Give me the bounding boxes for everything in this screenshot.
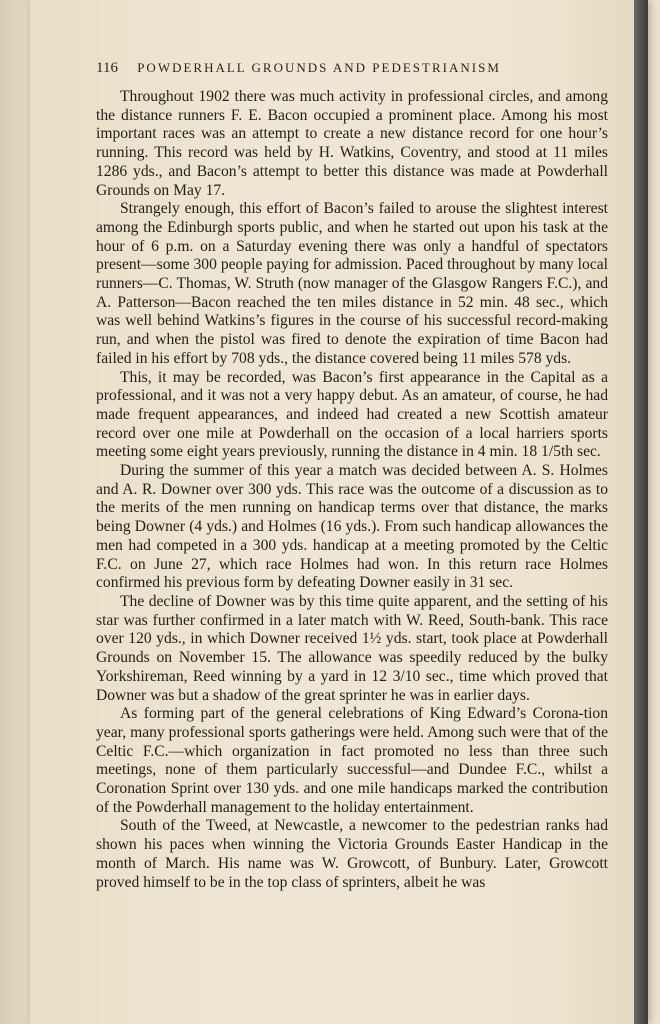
paragraph: South of the Tweed, at Newcastle, a newcomer to the pedestrian ranks had shown his paces when winning the Victoria Grounds Easter Handicap in the month of March. His name was W. Growcott, of Bunbury. Later, Growcott proved himself to be in the top class of sprinters, albeit he was	[96, 817, 608, 891]
book-spine	[634, 0, 648, 1024]
paragraph: The decline of Downer was by this time quite apparent, and the setting of his star was further confirmed in a later match with W. Reed, South-bank. This race over 120 yds., in which Downer received 1½ yds. start, took place at Powderhall Grounds on November 15. The allowance was speedily reduced by the bulky Yorkshireman, Reed winning by a yard in 12 3/10 sec., time which proved that Downer was but a shadow of the great sprinter he was in earlier days.	[96, 592, 608, 704]
paragraph: During the summer of this year a match was decided between A. S. Holmes and A. R. Downer over 300 yds. This race was the outcome of a discussion as to the merits of the men running on handicap terms over that distance, the marks being Downer (4 yds.) and Holmes (16 yds.). From such handicap allowances the men had competed in a 300 yds. handicap at a meeting promoted by the Celtic F.C. on June 27, which race Holmes had won. In this return race Holmes confirmed his previous form by defeating Downer easily in 31 sec.	[96, 462, 608, 592]
paragraph: As forming part of the general celebrations of King Edward’s Corona-tion year, many professional sports gatherings were held. Among such were that of the Celtic F.C.—which organization in fact promoted no less than three such meetings, none of them particularly successful—and Dundee F.C., whilst a Coronation Sprint over 130 yds. and one mile handicaps marked the contribution of the Powderhall management to the holiday entertainment.	[96, 705, 608, 816]
body-text	[96, 88, 608, 892]
paragraph: Throughout 1902 there was much activity in professional circles, and among the distance runners F. E. Bacon occupied a prominent place. Among his most important races was an attempt to create a new distance record for one hour’s running. This record was held by H. Watkins, Coventry, and stood at 11 miles 1286 yds., and Bacon’s attempt to better this distance was made at Powderhall Grounds on May 17.	[96, 88, 608, 199]
page-number: 116	[96, 60, 118, 76]
paragraph: This, it may be recorded, was Bacon’s first appearance in the Capital as a professional, and it was not a very happy debut. As an amateur, of course, he had made frequent appearances, and indeed had created a new Scottish amateur record over one mile at Powderhall on the occasion of a local harriers sports meeting some eight years previously, running the distance in 4 min. 18 1/5th sec.	[96, 368, 608, 461]
paragraph: Strangely enough, this effort of Bacon’s failed to arouse the slightest interest among the Edinburgh sports public, and when he started out upon his task at the hour of 6 p.m. on a Saturday evening there was only a handful of spectators present—some 300 people paying for admission. Paced throughout by many local runners—C. Thomas, W. Struth (now manager of the Glasgow Rangers F.C.), and A. Patterson—Bacon reached the ten miles distance in 52 min. 48 sec., which was well behind Watkins’s figures in the course of his successful record-making run, and when the pistol was fired to denote the expiration of time Bacon had failed in his effort by 708 yds., the distance covered being 11 miles 578 yds.	[96, 200, 608, 367]
running-title: POWDERHALL GROUNDS AND PEDESTRIANISM	[137, 60, 501, 75]
running-header	[96, 60, 616, 77]
left-margin-shadow	[0, 0, 30, 1024]
